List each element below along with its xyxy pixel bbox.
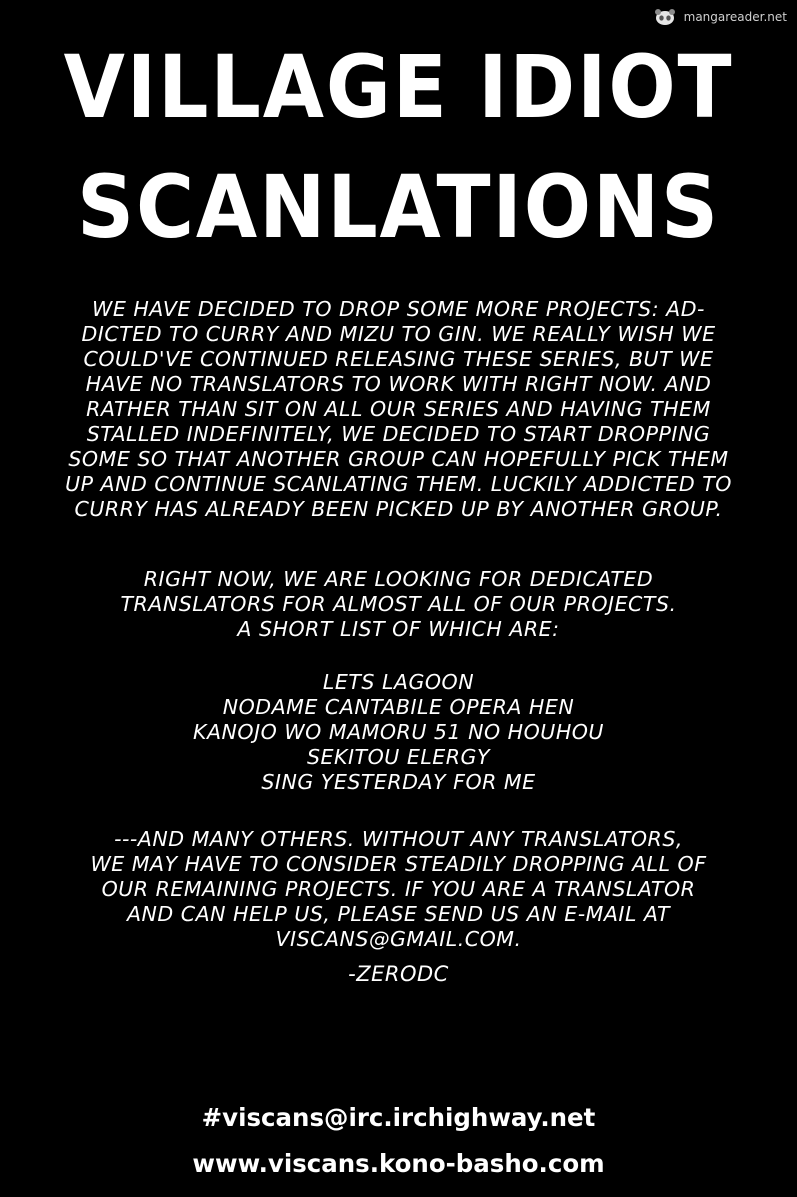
watermark-text: mangareader.net [683,10,787,24]
text-line: TRANSLATORS FOR ALMOST ALL OF OUR PROJECTS. [120,592,677,616]
text-line: COULD'VE CONTINUED RELEASING THESE SERIES, BUT WE [83,347,714,371]
project-item: LETS LAGOON [322,670,475,694]
paragraph-contact [0,827,797,952]
text-line: WE MAY HAVE TO CONSIDER STEADILY DROPPING ALL OF [90,852,707,876]
text-line: UP AND CONTINUE SCANLATING THEM. LUCKILY ADDICTED TO [65,472,732,496]
watermark [650,8,787,26]
website-url: www.viscans.kono-basho.com [192,1149,605,1178]
text-line: WE HAVE DECIDED TO DROP SOME MORE PROJECTS: AD- [92,297,705,321]
project-item: SING YESTERDAY FOR ME [261,770,536,794]
project-list [0,670,797,795]
text-line: RIGHT NOW, WE ARE LOOKING FOR DEDICATED [143,567,654,591]
title-line-1: VILLAGE IDIOT [63,38,734,138]
text-line: ---AND MANY OTHERS. WITHOUT ANY TRANSLATORS, [114,827,683,851]
text-line: VISCANS@GMAIL.COM. [275,927,522,951]
paragraph-drop-announcement [0,297,797,522]
text-line: DICTED TO CURRY AND MIZU TO GIN. WE REALLY WISH WE [81,322,716,346]
text-line: CURRY HAS ALREADY BEEN PICKED UP BY ANOTHER GROUP. [74,497,723,521]
text-line: RATHER THAN SIT ON ALL OUR SERIES AND HAVING THEM [86,397,711,421]
text-line: A SHORT LIST OF WHICH ARE: [237,617,560,641]
project-item: KANOJO WO MAMORU 51 NO HOUHOU [193,720,604,744]
title-line-2: SCANLATIONS [77,158,720,258]
project-item: NODAME CANTABILE OPERA HEN [222,695,575,719]
signature: -ZERODC [348,962,449,986]
text-line: SOME SO THAT ANOTHER GROUP CAN HOPEFULLY PICK THEM [68,447,729,471]
paragraph-recruiting [0,567,797,642]
irc-channel: #viscans@irc.irchighway.net [201,1103,596,1132]
text-line: HAVE NO TRANSLATORS TO WORK WITH RIGHT NOW. AND [85,372,712,396]
project-item: SEKITOU ELERGY [306,745,490,769]
text-line: OUR REMAINING PROJECTS. IF YOU ARE A TRANSLATOR [101,877,696,901]
text-line: AND CAN HELP US, PLEASE SEND US AN E-MAIL AT [126,902,671,926]
text-line: STALLED INDEFINITELY, WE DECIDED TO START DROPPING [86,422,711,446]
panda-icon [650,8,680,26]
